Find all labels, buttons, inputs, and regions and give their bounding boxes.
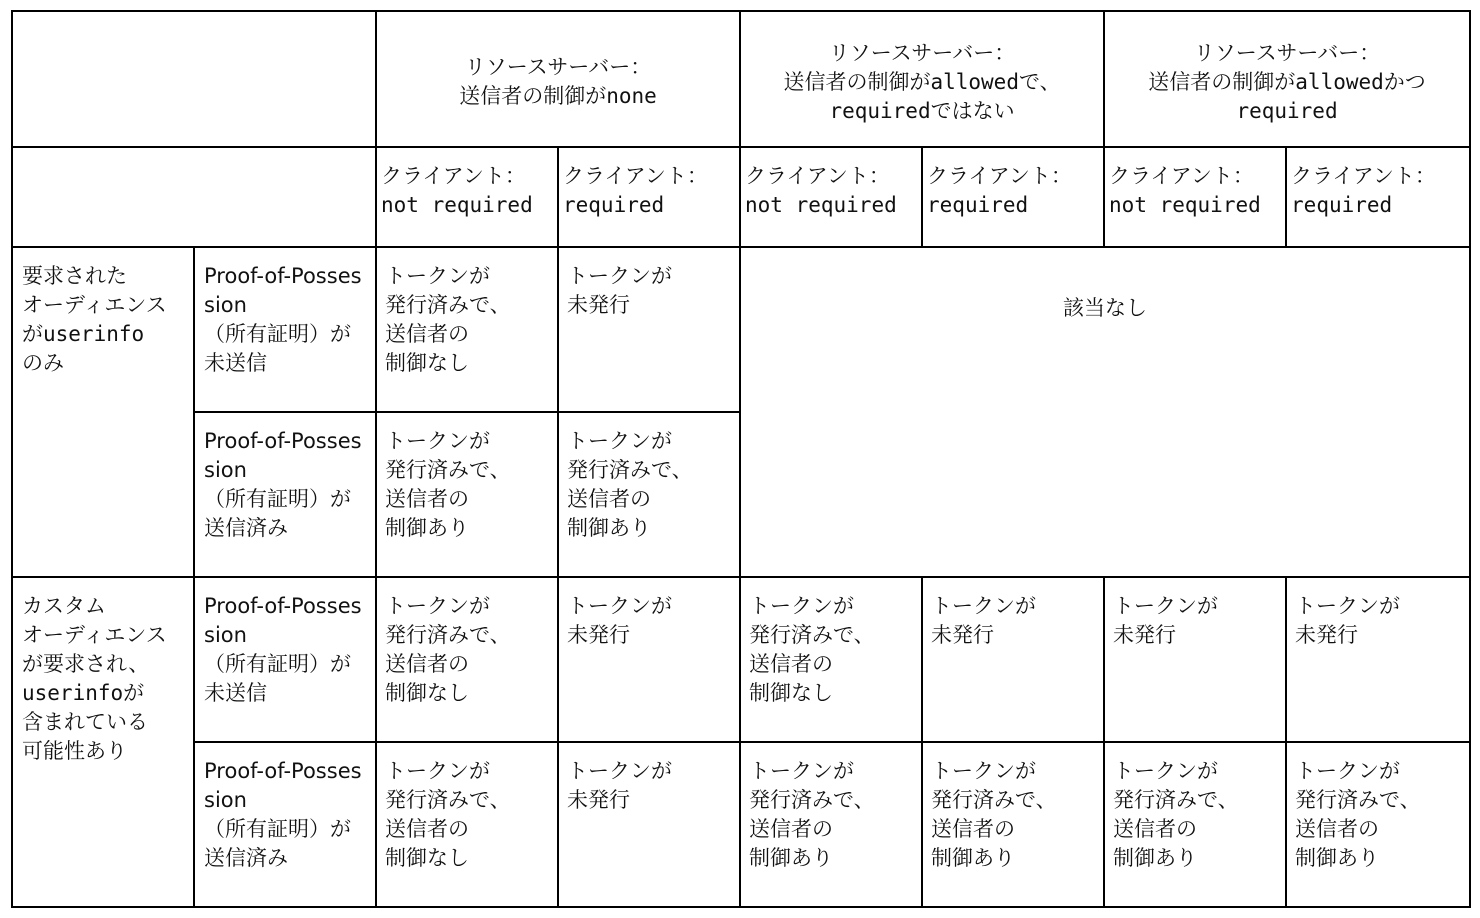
header-client-not-required	[1104, 147, 1286, 247]
header-rs-text: 送信者の制御が	[1148, 69, 1296, 94]
result-text: トークンが	[385, 429, 490, 453]
result-text: 発行済みで、	[385, 788, 511, 812]
pop-sent-cell	[194, 742, 376, 907]
result-text: 制御なし	[749, 681, 834, 705]
result-cell	[740, 742, 922, 907]
result-text: トークンが	[385, 759, 490, 783]
result-text: 制御あり	[749, 846, 834, 870]
result-text: トークンが	[1295, 594, 1401, 618]
result-text: 送信者の	[1295, 817, 1380, 841]
client-label: クライアント：	[745, 164, 890, 188]
result-text: 制御あり	[385, 516, 469, 540]
header-rs-allowed	[740, 11, 1104, 147]
result-text: トークンが	[1113, 594, 1219, 618]
result-cell	[558, 412, 740, 577]
table-row	[12, 247, 1470, 412]
header-client-required	[558, 147, 740, 247]
header-rs-code: allowed	[930, 69, 1019, 94]
client-value: not required	[745, 193, 897, 217]
result-text: 発行済みで、	[749, 623, 875, 647]
header-client-not-required	[740, 147, 922, 247]
result-text: 送信者の	[385, 817, 469, 841]
pop-not-sent-cell	[194, 247, 376, 412]
result-cell	[740, 577, 922, 742]
header-rs-code: required	[829, 98, 931, 123]
result-text: 制御なし	[385, 846, 469, 870]
row-group-code: userinfo	[22, 681, 124, 705]
result-text: 制御あり	[567, 516, 651, 540]
result-text: 制御あり	[1113, 846, 1198, 870]
result-text: 発行済みで、	[385, 458, 511, 482]
result-text: トークンが	[749, 594, 855, 618]
result-cell	[1286, 742, 1470, 907]
result-cell	[1286, 577, 1470, 742]
result-text: 送信者の	[385, 652, 469, 676]
pop-title: Proof-of-Possession	[204, 429, 362, 482]
row-group-label: オーディエンス	[22, 293, 167, 317]
client-value: not required	[381, 193, 533, 217]
result-text: 送信者の	[385, 487, 469, 511]
client-value: required	[1291, 193, 1393, 217]
pop-paren: （所有証明）が	[204, 487, 351, 511]
result-text: 制御なし	[385, 681, 469, 705]
client-value: required	[563, 193, 665, 217]
pop-paren: （所有証明）が	[204, 652, 351, 676]
header-rs-label: リソースサーバー：	[464, 55, 652, 79]
result-text: 未発行	[931, 623, 995, 647]
header-row-resource-server	[12, 11, 1470, 147]
result-text: トークンが	[931, 594, 1037, 618]
not-applicable-text: 該当なし	[1063, 296, 1148, 320]
result-text: 送信者の	[385, 322, 469, 346]
client-label: クライアント：	[1291, 164, 1436, 188]
header-corner-cell	[12, 147, 376, 247]
result-text: トークンが	[567, 264, 672, 288]
result-cell	[558, 577, 740, 742]
header-client-required	[1286, 147, 1470, 247]
result-text: 制御あり	[1295, 846, 1380, 870]
pop-status: 未送信	[204, 351, 267, 375]
result-text: 未発行	[1295, 623, 1359, 647]
client-label: クライアント：	[563, 164, 708, 188]
result-text: 発行済みで、	[385, 293, 511, 317]
header-rs-code: allowed	[1295, 69, 1384, 94]
pop-status: 未送信	[204, 681, 267, 705]
not-applicable-cell	[740, 247, 1470, 577]
client-label: クライアント：	[1109, 164, 1254, 188]
result-text: 発行済みで、	[567, 458, 693, 482]
header-rs-text: かつ	[1383, 69, 1426, 94]
result-text: トークンが	[385, 594, 490, 618]
result-cell	[376, 412, 558, 577]
result-text: 発行済みで、	[1295, 788, 1421, 812]
header-rs-text: 送信者の制御が	[459, 84, 607, 108]
client-value: not required	[1109, 193, 1261, 217]
table-row	[12, 742, 1470, 907]
result-text: 送信者の	[931, 817, 1016, 841]
result-text: 未発行	[567, 623, 630, 647]
header-rs-text: 送信者の制御が	[783, 69, 931, 94]
result-text: 発行済みで、	[1113, 788, 1239, 812]
result-text: 送信者の	[1113, 817, 1198, 841]
result-text: 発行済みで、	[749, 788, 875, 812]
row-group-label: 可能性あり	[22, 739, 127, 763]
header-client-not-required	[376, 147, 558, 247]
header-rs-code: required	[1236, 98, 1338, 123]
row-group-label: のみ	[22, 351, 64, 375]
pop-status: 送信済み	[204, 516, 288, 540]
result-text: 送信者の	[749, 817, 834, 841]
pop-title: Proof-of-Possession	[204, 594, 362, 647]
header-rs-text: で、	[1018, 69, 1061, 94]
header-row-client	[12, 147, 1470, 247]
matrix-table	[11, 10, 1471, 908]
result-text: トークンが	[567, 429, 672, 453]
result-text: 発行済みで、	[931, 788, 1057, 812]
row-group-userinfo-only	[12, 247, 194, 577]
row-group-label: が	[123, 681, 145, 705]
result-text: トークンが	[567, 594, 672, 618]
header-rs-label: リソースサーバー：	[828, 40, 1016, 65]
result-cell	[376, 577, 558, 742]
result-cell	[558, 247, 740, 412]
header-rs-label: リソースサーバー：	[1193, 40, 1381, 65]
row-group-label: 含まれている	[22, 710, 148, 734]
client-value: required	[927, 193, 1029, 217]
row-group-code: userinfo	[43, 322, 145, 346]
header-client-required	[922, 147, 1104, 247]
header-rs-text: ではない	[930, 98, 1015, 123]
pop-title: Proof-of-Possession	[204, 264, 362, 317]
pop-sent-cell	[194, 412, 376, 577]
result-cell	[558, 742, 740, 907]
result-text: トークンが	[567, 759, 672, 783]
pop-status: 送信済み	[204, 846, 288, 870]
row-group-label: 要求された	[22, 264, 127, 288]
result-cell	[922, 742, 1104, 907]
client-label: クライアント：	[927, 164, 1072, 188]
result-text: トークンが	[385, 264, 490, 288]
result-text: 制御なし	[385, 351, 469, 375]
result-cell	[922, 577, 1104, 742]
row-group-label: が	[22, 322, 43, 346]
result-text: 送信者の	[749, 652, 834, 676]
result-text: 未発行	[567, 788, 630, 812]
row-group-label: カスタム	[22, 594, 106, 618]
row-group-label: オーディエンス	[22, 623, 167, 647]
result-text: 制御あり	[931, 846, 1016, 870]
result-text: トークンが	[1113, 759, 1219, 783]
row-group-label: が要求され、	[22, 652, 150, 676]
result-text: 発行済みで、	[385, 623, 511, 647]
result-text: トークンが	[931, 759, 1037, 783]
pop-not-sent-cell	[194, 577, 376, 742]
result-cell	[376, 742, 558, 907]
header-rs-none	[376, 11, 740, 147]
result-text: 未発行	[1113, 623, 1177, 647]
header-corner-cell	[12, 11, 376, 147]
header-rs-required	[1104, 11, 1470, 147]
result-cell	[1104, 742, 1286, 907]
row-group-custom-audience	[12, 577, 194, 907]
result-text: 未発行	[567, 293, 630, 317]
pop-title: Proof-of-Possession	[204, 759, 362, 812]
result-text: トークンが	[1295, 759, 1401, 783]
header-rs-code: none	[606, 84, 657, 108]
result-cell	[376, 247, 558, 412]
result-text: トークンが	[749, 759, 855, 783]
result-text: 送信者の	[567, 487, 651, 511]
table-row	[12, 577, 1470, 742]
result-cell	[1104, 577, 1286, 742]
pop-paren: （所有証明）が	[204, 322, 351, 346]
client-label: クライアント：	[381, 164, 526, 188]
pop-paren: （所有証明）が	[204, 817, 351, 841]
